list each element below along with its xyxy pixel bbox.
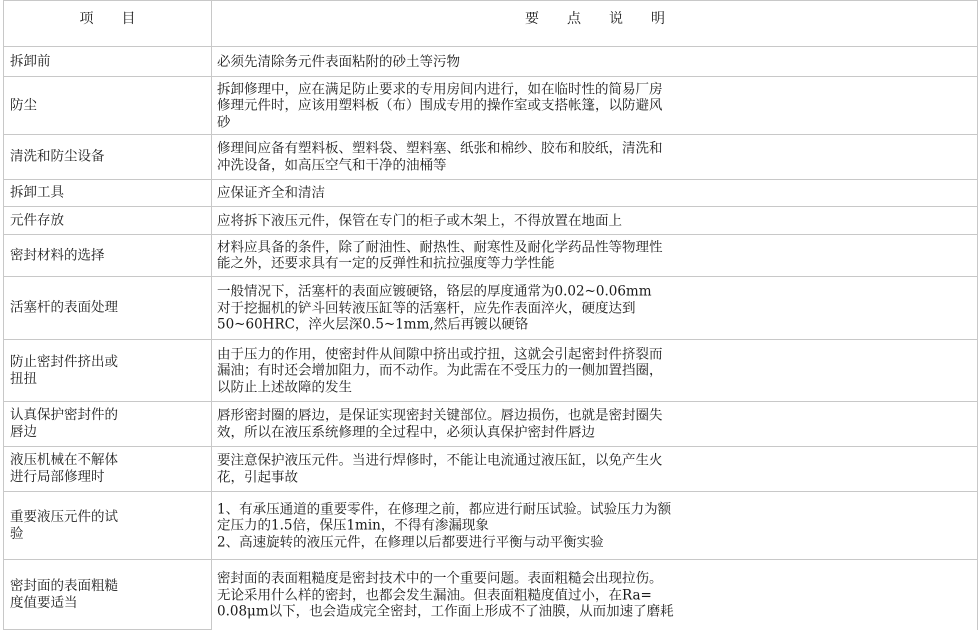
desc-cell (212, 492, 978, 560)
desc-cell (212, 77, 978, 135)
desc-text: 应将拆下液压元件，保管在专门的柜子或木架上，不得放置在地面上 (217, 212, 622, 229)
desc-cell (212, 135, 978, 180)
desc-text: 必须先清除务元件表面粘附的砂土等污物 (217, 53, 460, 70)
item-text: 重要液压元件的试 验 (10, 508, 118, 542)
desc-text: 修理间应备有塑料板、塑料袋、塑料塞、纸张和棉纱、胶布和胶纸，清洗和 冲洗设备，如高压空气和干净的油桶等 (217, 140, 663, 173)
item-text: 液压机械在不解体 进行局部修理时 (10, 452, 118, 485)
desc-cell (212, 340, 978, 402)
desc-text: 由于压力的作用，使密封件从间隙中挤出或拧扭，这就会引起密封件挤裂而 漏油；有时还会增加阻力，而不动作。为此需在不受压力的一侧加置挡圈， 以防止上述故障的发生 (217, 345, 663, 395)
item-text: 元件存放 (10, 212, 64, 228)
desc-text: 要注意保护液压元件。当进行焊修时，不能让电流通过液压缸，以免产生火 花，引起事故 (217, 452, 663, 485)
desc-cell (212, 47, 978, 77)
table-row (0, 277, 980, 340)
table-row (0, 47, 980, 77)
table-header-row (0, 0, 980, 47)
desc-cell (212, 560, 978, 630)
desc-text: 1、有承压通道的重要零件，在修理之前，都应进行耐压试验。试验压力为额 定压力的1.5倍，保压1min，不得有渗漏现象 2、高速旋转的液压元件，在修理以后都要进行平衡与动平衡实验 (217, 500, 672, 550)
item-text: 认真保护密封件的 唇边 (10, 407, 118, 440)
desc-text: 密封面的表面粗糙度是密封技术中的一个重要问题。表面粗糙会出现拉伤。 无论采用什么样的密封，也都会发生漏油。但表面粗糙度值过小，在Ra= 0.08μm以下，也会造成完全密封，工作面上形成不了油膜，从而加速了磨耗 (217, 570, 674, 620)
table-row (0, 560, 980, 630)
item-cell (3, 207, 212, 235)
item-text: 活塞杆的表面处理 (10, 299, 118, 316)
table-row (0, 180, 980, 207)
table-right-border (977, 0, 978, 630)
desc-cell (212, 235, 978, 277)
header-desc-label: 要 点 说 明 (525, 11, 665, 27)
item-cell (3, 402, 212, 447)
item-text: 防止密封件挤出或 扭扭 (10, 353, 118, 387)
desc-text: 拆卸修理中，应在满足防止要求的专用房间内进行，如在临时性的简易厂房 修理元件时，应该用塑料板（布）围成专用的操作室或支搭帐篷，以防避风 砂 (217, 80, 663, 130)
header-item-label: 项 目 (79, 11, 136, 27)
desc-text: 唇形密封圈的唇边，是保证实现密封关键部位。唇边损伤，也就是密封圈失 效，所以在液压系统修理的全过程中，必须认真保护密封件唇边 (217, 407, 663, 440)
desc-text: 应保证齐全和清洁 (217, 184, 325, 201)
item-cell (3, 180, 212, 207)
table-row (0, 340, 980, 402)
desc-cell (212, 447, 978, 492)
item-text: 密封材料的选择 (10, 247, 105, 263)
table-row (0, 135, 980, 180)
table-left-border (3, 0, 4, 630)
table-row (0, 207, 980, 235)
desc-cell (212, 277, 978, 340)
table-row (0, 492, 980, 560)
item-text: 密封面的表面粗糙 度值要适当 (10, 577, 118, 611)
item-cell (3, 135, 212, 180)
header-cell-item (3, 0, 212, 47)
table-row (0, 402, 980, 447)
table-row (0, 447, 980, 492)
table-row (0, 235, 980, 277)
item-text: 拆卸前 (10, 53, 51, 69)
item-cell (3, 47, 212, 77)
item-cell (3, 447, 212, 492)
item-cell (3, 235, 212, 277)
item-cell (3, 560, 212, 630)
item-text: 防尘 (10, 97, 37, 113)
desc-cell (212, 207, 978, 235)
item-cell (3, 77, 212, 135)
item-cell (3, 340, 212, 402)
desc-text: 一般情况下，活塞杆的表面应镀硬铬，铬层的厚度通常为0.02~0.06mm 对于挖掘机的铲斗回转液压缸等的活塞杆，应先作表面淬火，硬度达到 50~60HRC，淬火层深0.5~1mm,然后再镀以硬铬 (217, 283, 652, 333)
table-row (0, 77, 980, 135)
header-cell-desc (212, 0, 978, 47)
item-cell (3, 492, 212, 560)
desc-cell (212, 180, 978, 207)
item-text: 清洗和防尘设备 (10, 148, 105, 165)
item-text: 拆卸工具 (10, 184, 64, 201)
desc-cell (212, 402, 978, 447)
item-cell (3, 277, 212, 340)
desc-text: 材料应具备的条件，除了耐油性、耐热性、耐寒性及耐化学药品性等物理性 能之外，还要求具有一定的反弹性和抗拉强度等力学性能 (217, 239, 663, 272)
